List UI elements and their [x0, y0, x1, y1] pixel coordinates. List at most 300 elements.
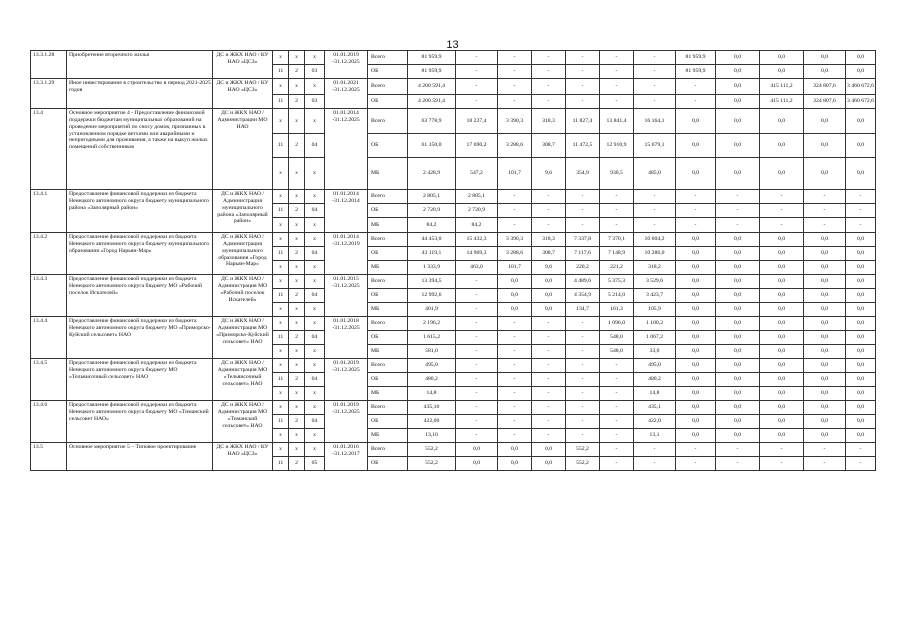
year-value-cell: 0,0	[804, 261, 846, 275]
year-value-cell: 0,0	[804, 359, 846, 373]
year-value-cell: 0,0	[456, 443, 498, 457]
year-value-cell: -	[676, 218, 716, 233]
period-cell: 01.01.2019 -31.12.2025	[325, 401, 368, 443]
year-value-cell: 0,0	[716, 79, 760, 95]
table-row	[31, 317, 876, 331]
source-cell: МБ	[368, 345, 408, 359]
year-value-cell: 11 827,4	[566, 109, 600, 134]
code-cell: 05	[305, 457, 325, 471]
total-cell: 61 350,0	[408, 134, 456, 158]
source-cell: ОБ	[368, 65, 408, 79]
year-value-cell: -	[498, 429, 532, 443]
year-value-cell: 0,0	[846, 359, 876, 373]
year-value-cell: -	[532, 387, 566, 401]
year-value-cell: 3 529,6	[634, 275, 676, 289]
year-value-cell: 2 720,9	[456, 204, 498, 218]
total-cell: 84,2	[408, 218, 456, 233]
year-value-cell: 0,0	[760, 429, 804, 443]
code-cell: x	[305, 261, 325, 275]
year-value-cell: 0,0	[846, 429, 876, 443]
source-cell: Всего	[368, 443, 408, 457]
code-cell: 04	[305, 331, 325, 345]
year-value-cell: 0,0	[676, 109, 716, 134]
year-value-cell: 0,0	[846, 261, 876, 275]
code-cell: 04	[305, 134, 325, 158]
source-cell: МБ	[368, 303, 408, 317]
year-value-cell: 13,1	[634, 429, 676, 443]
year-value-cell: -	[566, 373, 600, 387]
row-number-cell: 13.4.5	[31, 359, 67, 401]
year-value-cell: 0,0	[676, 429, 716, 443]
year-value-cell: -	[456, 317, 498, 331]
year-value-cell: 0,0	[676, 373, 716, 387]
code-cell: x	[289, 429, 305, 443]
year-value-cell: -	[600, 204, 634, 218]
total-cell: 2 428,9	[408, 158, 456, 190]
year-value-cell: 0,0	[532, 303, 566, 317]
year-value-cell: 0,0	[716, 429, 760, 443]
year-value-cell: 9,6	[532, 261, 566, 275]
code-cell: x	[305, 218, 325, 233]
year-value-cell: 318,3	[532, 233, 566, 247]
year-value-cell: -	[498, 387, 532, 401]
year-value-cell: -	[804, 218, 846, 233]
year-value-cell: 422,0	[634, 415, 676, 429]
code-cell: x	[289, 303, 305, 317]
measure-name-cell: Предоставление финансовой поддержки из бюджета Ненецкого автономного округа бюджету муниципального образования «Город Нарьян-Мар»	[67, 233, 213, 275]
year-value-cell: -	[456, 331, 498, 345]
year-value-cell: 0,0	[676, 134, 716, 158]
code-cell: x	[273, 233, 289, 247]
year-value-cell: 0,0	[760, 51, 804, 65]
year-value-cell: 0,0	[676, 345, 716, 359]
code-cell: x	[273, 275, 289, 289]
year-value-cell: 0,0	[676, 331, 716, 345]
year-value-cell: -	[566, 415, 600, 429]
year-value-cell: -	[498, 331, 532, 345]
year-value-cell: 0,0	[760, 134, 804, 158]
table-body	[31, 51, 876, 471]
year-value-cell: -	[566, 79, 600, 95]
period-cell: 01.01.2021 -31.12.2025	[325, 79, 368, 109]
year-value-cell: -	[716, 443, 760, 457]
source-cell: МБ	[368, 158, 408, 190]
year-value-cell: -	[676, 190, 716, 204]
year-value-cell: -	[532, 317, 566, 331]
year-value-cell: 9,6	[532, 158, 566, 190]
table-row	[31, 275, 876, 289]
row-number-cell: 13.4.1	[31, 190, 67, 233]
year-value-cell: 7 117,6	[566, 247, 600, 261]
year-value-cell: -	[804, 457, 846, 471]
year-value-cell: -	[846, 443, 876, 457]
year-value-cell: -	[456, 373, 498, 387]
year-value-cell: 0,0	[760, 359, 804, 373]
table-row	[31, 79, 876, 95]
code-cell: x	[305, 79, 325, 95]
year-value-cell: -	[676, 204, 716, 218]
year-value-cell: 11 472,5	[566, 134, 600, 158]
year-value-cell: 0,0	[676, 401, 716, 415]
year-value-cell: -	[804, 204, 846, 218]
year-value-cell: -	[676, 95, 716, 109]
code-cell: x	[289, 233, 305, 247]
year-value-cell: -	[846, 457, 876, 471]
code-cell: x	[273, 261, 289, 275]
total-cell: 401,9	[408, 303, 456, 317]
code-cell: x	[305, 429, 325, 443]
measure-name-cell: Основное мероприятие 5 – Типовое проектирование	[67, 443, 213, 471]
code-cell: 11	[273, 289, 289, 303]
year-value-cell: 0,0	[804, 429, 846, 443]
year-value-cell: -	[456, 95, 498, 109]
year-value-cell: 0,0	[716, 373, 760, 387]
code-cell: 11	[273, 95, 289, 109]
year-value-cell: 495,0	[634, 359, 676, 373]
year-value-cell: 0,0	[716, 387, 760, 401]
source-cell: ОБ	[368, 204, 408, 218]
period-cell: 01.01.2014 -31.12.2019	[325, 233, 368, 275]
year-value-cell: -	[532, 415, 566, 429]
year-value-cell: -	[566, 204, 600, 218]
measure-name-cell: Основное мероприятие 4 - Предоставление финансовой поддержки бюджетам муниципальных образований на проведение мероприятий по сносу домов, признанных в установленном порядке ветхими или аварийными и непригодными для проживания, а также на выкуп жилых помещений собственников	[67, 109, 213, 190]
year-value-cell: -	[456, 415, 498, 429]
year-value-cell: -	[532, 373, 566, 387]
row-number-cell: 13.4.4	[31, 317, 67, 359]
measure-name-cell: Иное инвестирование в строительство в период 2021-2025 годов	[67, 79, 213, 109]
year-value-cell: 0,0	[532, 457, 566, 471]
year-value-cell: 0,0	[716, 109, 760, 134]
code-cell: x	[305, 401, 325, 415]
code-cell: x	[305, 303, 325, 317]
code-cell: x	[273, 345, 289, 359]
year-value-cell: -	[456, 429, 498, 443]
measure-name-cell: Предоставление финансовой поддержки из бюджета Ненецкого автономного округа бюджету муниципального района «Заполярный район»	[67, 190, 213, 233]
year-value-cell: 324 807,6	[804, 95, 846, 109]
source-cell: Всего	[368, 401, 408, 415]
year-value-cell: 17 690,2	[456, 134, 498, 158]
code-cell: x	[305, 345, 325, 359]
year-value-cell: 0,0	[846, 331, 876, 345]
year-value-cell: -	[532, 65, 566, 79]
year-value-cell: -	[498, 401, 532, 415]
year-value-cell: 0,0	[760, 401, 804, 415]
year-value-cell: 7 337,8	[566, 233, 600, 247]
executor-cell: ДС и ЖКХ НАО / Администрация муниципального района «Заполярный район»	[213, 190, 273, 233]
year-value-cell: 0,0	[676, 261, 716, 275]
year-value-cell: 7 370,1	[600, 233, 634, 247]
year-value-cell: 0,0	[716, 134, 760, 158]
year-value-cell: 0,0	[846, 134, 876, 158]
year-value-cell: 0,0	[846, 109, 876, 134]
year-value-cell: 3 288,6	[498, 247, 532, 261]
year-value-cell: 0,0	[716, 303, 760, 317]
total-cell: 81 959,9	[408, 65, 456, 79]
table-row	[31, 233, 876, 247]
year-value-cell: -	[634, 65, 676, 79]
year-value-cell: 5 375,3	[600, 275, 634, 289]
year-value-cell: -	[716, 204, 760, 218]
code-cell: x	[273, 401, 289, 415]
year-value-cell: 14 969,3	[456, 247, 498, 261]
year-value-cell: -	[456, 51, 498, 65]
year-value-cell: -	[600, 415, 634, 429]
year-value-cell: 0,0	[846, 65, 876, 79]
year-value-cell: 3 460 672,6	[846, 95, 876, 109]
year-value-cell: 1 096,0	[600, 317, 634, 331]
year-value-cell: 308,7	[532, 247, 566, 261]
program-table	[30, 50, 876, 471]
code-cell: x	[273, 359, 289, 373]
year-value-cell: 0,0	[676, 275, 716, 289]
year-value-cell: -	[566, 317, 600, 331]
year-value-cell: 0,0	[804, 387, 846, 401]
year-value-cell: 0,0	[760, 65, 804, 79]
year-value-cell: 0,0	[716, 359, 760, 373]
year-value-cell: 0,0	[804, 233, 846, 247]
code-cell: x	[273, 190, 289, 204]
year-value-cell: 0,0	[846, 317, 876, 331]
year-value-cell: 161,3	[600, 303, 634, 317]
year-value-cell: -	[498, 317, 532, 331]
year-value-cell: 3 390,3	[498, 233, 532, 247]
year-value-cell: 0,0	[846, 401, 876, 415]
year-value-cell: 0,0	[716, 345, 760, 359]
year-value-cell: -	[566, 65, 600, 79]
source-cell: ОБ	[368, 457, 408, 471]
year-value-cell: -	[498, 51, 532, 65]
code-cell: x	[289, 261, 305, 275]
year-value-cell: 0,0	[498, 275, 532, 289]
total-cell: 480,2	[408, 373, 456, 387]
year-value-cell: -	[532, 218, 566, 233]
year-value-cell: 0,0	[676, 247, 716, 261]
year-value-cell: -	[600, 79, 634, 95]
period-cell: 01.01.2016 -31.12.2017	[325, 443, 368, 471]
year-value-cell: 0,0	[498, 289, 532, 303]
total-cell: 2 196,2	[408, 317, 456, 331]
year-value-cell: -	[532, 429, 566, 443]
source-cell: ОБ	[368, 134, 408, 158]
code-cell: x	[305, 109, 325, 134]
year-value-cell: 0,0	[804, 247, 846, 261]
year-value-cell: 0,0	[846, 275, 876, 289]
year-value-cell: 0,0	[716, 158, 760, 190]
year-value-cell: 0,0	[760, 261, 804, 275]
year-value-cell: 0,0	[846, 415, 876, 429]
source-cell: Всего	[368, 317, 408, 331]
total-cell: 2 805,1	[408, 190, 456, 204]
code-cell: x	[289, 190, 305, 204]
executor-cell: ДС и ЖКХ НАО / КУ НАО «ЦСЗ»	[213, 79, 273, 109]
code-cell: 2	[289, 134, 305, 158]
code-cell: x	[305, 190, 325, 204]
year-value-cell: 930,5	[600, 158, 634, 190]
year-value-cell: -	[600, 190, 634, 204]
year-value-cell: 308,7	[532, 134, 566, 158]
year-value-cell: -	[566, 359, 600, 373]
measure-name-cell: Предоставление финансовой поддержки из бюджета Ненецкого автономного округа бюджету МО «Тельвисочный сельсовет» НАО	[67, 359, 213, 401]
year-value-cell: -	[498, 65, 532, 79]
total-cell: 4 200 591,4	[408, 95, 456, 109]
year-value-cell: 81 959,9	[676, 65, 716, 79]
year-value-cell: 0,0	[804, 345, 846, 359]
code-cell: x	[305, 387, 325, 401]
source-cell: ОБ	[368, 95, 408, 109]
year-value-cell: 0,0	[532, 443, 566, 457]
total-cell: 14,8	[408, 387, 456, 401]
year-value-cell: -	[456, 289, 498, 303]
total-cell: 12 992,6	[408, 289, 456, 303]
total-cell: 1 333,9	[408, 261, 456, 275]
code-cell: 2	[289, 95, 305, 109]
code-cell: 11	[273, 134, 289, 158]
year-value-cell: 0,0	[804, 158, 846, 190]
year-value-cell: 415 111,2	[760, 79, 804, 95]
year-value-cell: -	[634, 190, 676, 204]
measure-name-cell: Предоставление финансовой поддержки из бюджета Ненецкого автономного округа бюджету МО «Приморско-Куйский сельсовет» НАО	[67, 317, 213, 359]
year-value-cell: 0,0	[716, 51, 760, 65]
year-value-cell: 0,0	[846, 303, 876, 317]
total-cell: 63 778,9	[408, 109, 456, 134]
year-value-cell: 0,0	[716, 65, 760, 79]
year-value-cell: 0,0	[846, 345, 876, 359]
code-cell: 2	[289, 331, 305, 345]
year-value-cell: 354,9	[566, 158, 600, 190]
code-cell: x	[289, 359, 305, 373]
year-value-cell: 552,2	[566, 443, 600, 457]
year-value-cell: 0,0	[760, 233, 804, 247]
year-value-cell: 415 111,2	[760, 95, 804, 109]
year-value-cell: 134,7	[566, 303, 600, 317]
year-value-cell: -	[634, 443, 676, 457]
year-value-cell: -	[760, 218, 804, 233]
year-value-cell: 0,0	[456, 457, 498, 471]
year-value-cell: 0,0	[804, 109, 846, 134]
total-cell: 422,00	[408, 415, 456, 429]
year-value-cell: -	[634, 95, 676, 109]
total-cell: 435,10	[408, 401, 456, 415]
year-value-cell: 0,0	[846, 233, 876, 247]
year-value-cell: -	[566, 345, 600, 359]
year-value-cell: 0,0	[760, 275, 804, 289]
year-value-cell: -	[566, 51, 600, 65]
year-value-cell: 105,9	[634, 303, 676, 317]
year-value-cell: -	[804, 190, 846, 204]
year-value-cell: -	[600, 51, 634, 65]
year-value-cell: -	[566, 387, 600, 401]
year-value-cell: 4 354,9	[566, 289, 600, 303]
year-value-cell: -	[456, 79, 498, 95]
code-cell: x	[289, 443, 305, 457]
year-value-cell: 0,0	[716, 233, 760, 247]
code-cell: 2	[289, 457, 305, 471]
year-value-cell: -	[634, 51, 676, 65]
year-value-cell: 5 214,0	[600, 289, 634, 303]
code-cell: 11	[273, 204, 289, 218]
code-cell: x	[289, 345, 305, 359]
year-value-cell: -	[716, 457, 760, 471]
year-value-cell: 0,0	[760, 109, 804, 134]
year-value-cell: -	[498, 373, 532, 387]
year-value-cell: 435,1	[634, 401, 676, 415]
code-cell: x	[289, 387, 305, 401]
year-value-cell: 0,0	[676, 158, 716, 190]
year-value-cell: -	[532, 359, 566, 373]
year-value-cell: 0,0	[676, 415, 716, 429]
year-value-cell: -	[498, 415, 532, 429]
year-value-cell: 0,0	[804, 65, 846, 79]
year-value-cell: 0,0	[716, 401, 760, 415]
year-value-cell: 0,0	[804, 275, 846, 289]
year-value-cell: -	[600, 387, 634, 401]
year-value-cell: -	[532, 190, 566, 204]
year-value-cell: 0,0	[760, 303, 804, 317]
year-value-cell: -	[676, 457, 716, 471]
year-value-cell: 0,0	[716, 289, 760, 303]
code-cell: x	[273, 443, 289, 457]
year-value-cell: 463,0	[456, 261, 498, 275]
source-cell: ОБ	[368, 415, 408, 429]
year-value-cell: 3 460 672,6	[846, 79, 876, 95]
code-cell: 04	[305, 415, 325, 429]
code-cell: x	[305, 317, 325, 331]
executor-cell: ДС и ЖКХ НАО / КУ НАО «ЦСЗ»	[213, 51, 273, 79]
source-cell: ОБ	[368, 247, 408, 261]
executor-cell: ДС и ЖКХ НАО / Администрация муниципального образования «Город Нарьян-Мар»	[213, 233, 273, 275]
table-row	[31, 359, 876, 373]
year-value-cell: 0,0	[760, 289, 804, 303]
year-value-cell: 0,0	[760, 317, 804, 331]
year-value-cell: 0,0	[846, 51, 876, 65]
executor-cell: ДС и ЖКХ НАО / Администрации МО НАО	[213, 109, 273, 190]
code-cell: 11	[273, 331, 289, 345]
code-cell: 11	[273, 65, 289, 79]
total-cell: 552,2	[408, 457, 456, 471]
code-cell: x	[289, 79, 305, 95]
year-value-cell: -	[498, 190, 532, 204]
code-cell: x	[305, 275, 325, 289]
year-value-cell: -	[456, 345, 498, 359]
row-number-cell: 13.4.2	[31, 233, 67, 275]
code-cell: x	[289, 109, 305, 134]
total-cell: 1 615,2	[408, 331, 456, 345]
year-value-cell: 0,0	[676, 359, 716, 373]
row-number-cell: 13.4.3	[31, 275, 67, 317]
year-value-cell: 324 807,6	[804, 79, 846, 95]
code-cell: x	[273, 317, 289, 331]
year-value-cell: -	[804, 443, 846, 457]
period-cell: 01.01.2014 -31.12.2014	[325, 190, 368, 233]
source-cell: ОБ	[368, 289, 408, 303]
total-cell: 13 394,5	[408, 275, 456, 289]
year-value-cell: 0,0	[716, 247, 760, 261]
source-cell: МБ	[368, 429, 408, 443]
year-value-cell: -	[634, 204, 676, 218]
source-cell: Всего	[368, 190, 408, 204]
year-value-cell: 0,0	[676, 387, 716, 401]
year-value-cell: 0,0	[804, 51, 846, 65]
executor-cell: ДС и ЖКХ НАО /Администрация МО «Тиманский сельсовет» НАО	[213, 401, 273, 443]
code-cell: 04	[305, 373, 325, 387]
year-value-cell: 1 067,2	[634, 331, 676, 345]
year-value-cell: 3 423,7	[634, 289, 676, 303]
year-value-cell: -	[498, 218, 532, 233]
year-value-cell: -	[760, 190, 804, 204]
year-value-cell: 552,2	[566, 457, 600, 471]
year-value-cell: 0,0	[532, 275, 566, 289]
code-cell: x	[289, 401, 305, 415]
